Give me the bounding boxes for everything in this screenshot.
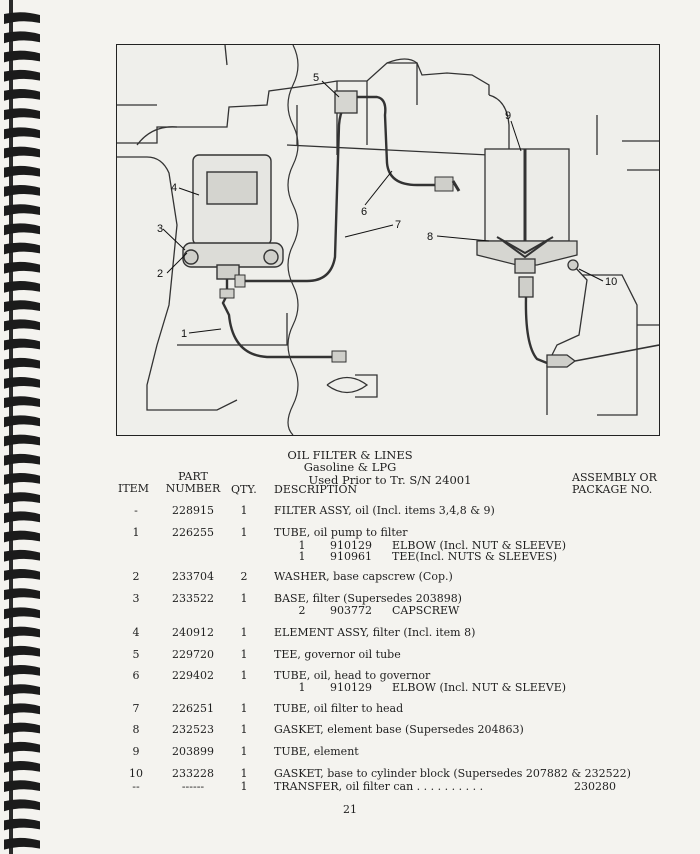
part-number-cell: 233522 bbox=[172, 592, 214, 605]
item-cell: 4 bbox=[132, 626, 140, 639]
item-cell: 7 bbox=[132, 702, 140, 715]
description-cell: TEE, governor oil tube bbox=[274, 648, 401, 661]
sub-description-cell: ELBOW (Incl. NUT & SLEEVE) bbox=[392, 681, 567, 694]
assembly-cell: 230280 bbox=[574, 780, 616, 793]
description-cell: WASHER, base capscrew (Cop.) bbox=[274, 570, 453, 583]
engine-diagram bbox=[117, 45, 659, 435]
qty-cell: 1 bbox=[240, 702, 248, 715]
callout-10: 10 bbox=[605, 276, 618, 288]
part-number-cell: ------ bbox=[181, 780, 205, 793]
qty-cell: 1 bbox=[240, 626, 248, 639]
sub-qty-cell: 1 bbox=[298, 539, 306, 552]
description-cell: TUBE, oil, head to governor bbox=[274, 669, 431, 682]
sub-part-number-cell: 910129 bbox=[330, 681, 372, 694]
item-cell: 1 bbox=[132, 526, 140, 539]
sub-description-cell: TEE(Incl. NUTS & SLEEVES) bbox=[392, 550, 558, 563]
item-cell: - bbox=[134, 504, 138, 517]
description-cell: TUBE, oil pump to filter bbox=[274, 526, 408, 539]
callout-6: 6 bbox=[361, 206, 368, 218]
description-cell: FILTER ASSY, oil (Incl. items 3,4,8 & 9) bbox=[274, 504, 495, 517]
qty-cell: 2 bbox=[240, 570, 248, 583]
sub-description-cell: CAPSCREW bbox=[392, 604, 460, 617]
qty-cell: 1 bbox=[240, 648, 248, 661]
sub-qty-cell: 1 bbox=[298, 681, 306, 694]
sub-part-number-cell: 910129 bbox=[330, 539, 372, 552]
qty-cell: 1 bbox=[240, 526, 248, 539]
qty-cell: 1 bbox=[240, 669, 248, 682]
item-cell: 6 bbox=[132, 669, 140, 682]
header-part-line1: PART bbox=[178, 470, 208, 483]
header-assembly-line1: ASSEMBLY OR bbox=[572, 471, 657, 484]
item-cell: 2 bbox=[132, 570, 140, 583]
part-number-cell: 229402 bbox=[172, 669, 214, 682]
part-number-cell: 233704 bbox=[172, 570, 214, 583]
spiral-binding bbox=[0, 0, 52, 854]
callout-9: 9 bbox=[505, 110, 512, 122]
page-number: 21 bbox=[343, 803, 357, 816]
callout-2: 2 bbox=[157, 268, 164, 280]
part-number-cell: 232523 bbox=[172, 723, 214, 736]
page-serial-note: Used Prior to Tr. S/N 24001 bbox=[308, 473, 472, 487]
item-cell: 9 bbox=[132, 745, 140, 758]
header-assembly-line2: PACKAGE NO. bbox=[572, 483, 653, 496]
part-number-cell: 203899 bbox=[172, 745, 214, 758]
qty-cell: 1 bbox=[240, 592, 248, 605]
oil-filter-illustration bbox=[116, 44, 660, 436]
qty-cell: 1 bbox=[240, 745, 248, 758]
page-subtitle: Gasoline & LPG bbox=[303, 460, 397, 474]
description-cell: GASKET, base to cylinder block (Supersedes 207882 & 232522) bbox=[274, 767, 631, 780]
part-number-cell: 226251 bbox=[172, 702, 214, 715]
description-cell: ELEMENT ASSY, filter (Incl. item 8) bbox=[274, 626, 476, 639]
callout-4: 4 bbox=[171, 182, 178, 194]
page-title: OIL FILTER & LINES bbox=[287, 448, 413, 462]
sub-part-number-cell: 910961 bbox=[330, 550, 372, 563]
callout-5: 5 bbox=[313, 72, 320, 84]
item-cell: 10 bbox=[129, 767, 143, 780]
item-cell: -- bbox=[132, 780, 140, 793]
description-cell: TUBE, element bbox=[274, 745, 359, 758]
description-cell: BASE, filter (Supersedes 203898) bbox=[274, 592, 462, 605]
callout-8: 8 bbox=[427, 231, 434, 243]
callout-7: 7 bbox=[395, 219, 402, 231]
header-item: ITEM bbox=[118, 482, 149, 495]
header-description: DESCRIPTION bbox=[274, 483, 358, 496]
part-number-cell: 226255 bbox=[172, 526, 214, 539]
part-number-cell: 229720 bbox=[172, 648, 214, 661]
qty-cell: 1 bbox=[240, 504, 248, 517]
part-number-cell: 228915 bbox=[172, 504, 214, 517]
description-cell: GASKET, element base (Supersedes 204863) bbox=[274, 723, 524, 736]
sub-description-cell: ELBOW (Incl. NUT & SLEEVE) bbox=[392, 539, 567, 552]
callout-3: 3 bbox=[157, 223, 164, 235]
qty-cell: 1 bbox=[240, 780, 248, 793]
qty-cell: 1 bbox=[240, 767, 248, 780]
part-number-cell: 233228 bbox=[172, 767, 214, 780]
description-cell: TRANSFER, oil filter can . . . . . . . . . . bbox=[274, 780, 484, 793]
sub-qty-cell: 2 bbox=[298, 604, 306, 617]
description-cell: TUBE, oil filter to head bbox=[274, 702, 404, 715]
item-cell: 3 bbox=[132, 592, 140, 605]
callout-1: 1 bbox=[181, 328, 188, 340]
header-qty: QTY. bbox=[231, 483, 257, 496]
sub-qty-cell: 1 bbox=[298, 550, 306, 563]
sub-part-number-cell: 903772 bbox=[330, 604, 372, 617]
qty-cell: 1 bbox=[240, 723, 248, 736]
part-number-cell: 240912 bbox=[172, 626, 214, 639]
header-part-line2: NUMBER bbox=[165, 482, 221, 495]
item-cell: 8 bbox=[132, 723, 140, 736]
item-cell: 5 bbox=[132, 648, 140, 661]
